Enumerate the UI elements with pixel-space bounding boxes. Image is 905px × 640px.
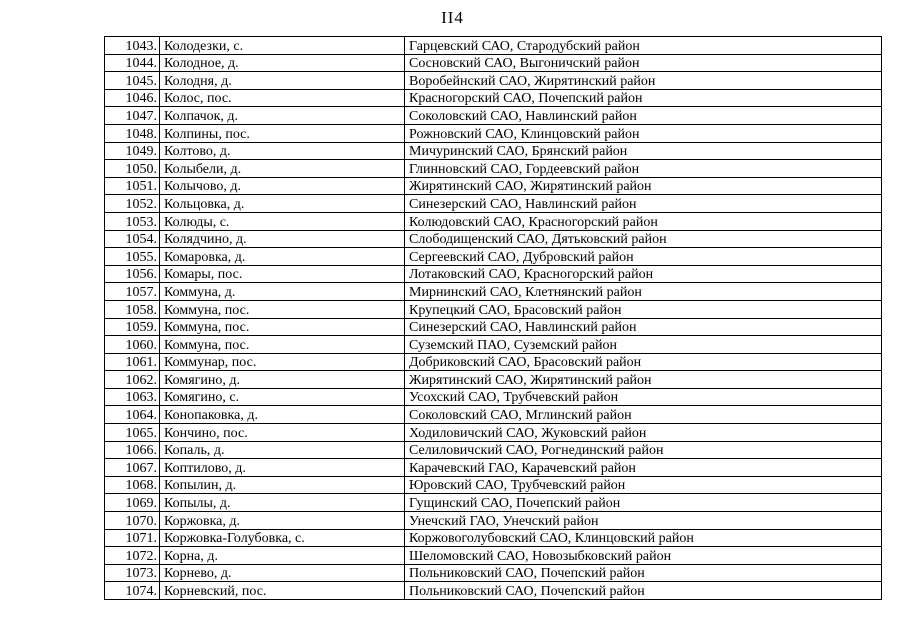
table-row (105, 160, 882, 178)
settlement-name: Колядчино, д. (160, 230, 405, 248)
page-number: II4 (441, 8, 464, 27)
row-number: 1056. (105, 265, 160, 283)
row-number: 1048. (105, 124, 160, 142)
table-row (105, 406, 882, 424)
settlement-name: Колпины, пос. (160, 124, 405, 142)
table-row (105, 195, 882, 213)
table-row (105, 441, 882, 459)
table-row (105, 230, 882, 248)
row-number: 1059. (105, 318, 160, 336)
row-number: 1071. (105, 529, 160, 547)
table-row (105, 564, 882, 582)
row-number: 1074. (105, 582, 160, 600)
row-number: 1065. (105, 424, 160, 442)
table-row (105, 177, 882, 195)
settlement-name: Колодня, д. (160, 72, 405, 90)
settlement-name: Корна, д. (160, 547, 405, 565)
settlement-name: Коптилово, д. (160, 459, 405, 477)
table-row (105, 142, 882, 160)
settlement-name: Колодезки, с. (160, 37, 405, 55)
administrative-area: Колюдовский САО, Красногорский район (405, 212, 882, 230)
row-number: 1054. (105, 230, 160, 248)
row-number: 1072. (105, 547, 160, 565)
administrative-area: Суземский ПАО, Суземский район (405, 336, 882, 354)
row-number: 1070. (105, 512, 160, 530)
settlement-name: Коммуна, пос. (160, 318, 405, 336)
row-number: 1073. (105, 564, 160, 582)
settlement-name: Колюды, с. (160, 212, 405, 230)
settlement-name: Коммуна, д. (160, 283, 405, 301)
table-row (105, 371, 882, 389)
settlement-name: Копаль, д. (160, 441, 405, 459)
table-row (105, 54, 882, 72)
administrative-area: Мичуринский САО, Брянский район (405, 142, 882, 160)
administrative-area: Ходиловичский САО, Жуковский район (405, 424, 882, 442)
administrative-area: Шеломовский САО, Новозыбковский район (405, 547, 882, 565)
table-row (105, 300, 882, 318)
administrative-area: Соколовский САО, Навлинский район (405, 107, 882, 125)
row-number: 1057. (105, 283, 160, 301)
table-row (105, 476, 882, 494)
table-row (105, 353, 882, 371)
row-number: 1067. (105, 459, 160, 477)
settlement-name: Коммунар, пос. (160, 353, 405, 371)
settlement-name: Корневский, пос. (160, 582, 405, 600)
settlement-name: Копылы, д. (160, 494, 405, 512)
table-row (105, 388, 882, 406)
settlement-name: Коржовка-Голубовка, с. (160, 529, 405, 547)
administrative-area: Жирятинский САО, Жирятинский район (405, 371, 882, 389)
settlement-name: Колтово, д. (160, 142, 405, 160)
administrative-area: Мирнинский САО, Клетнянский район (405, 283, 882, 301)
administrative-area: Синезерский САО, Навлинский район (405, 318, 882, 336)
row-number: 1066. (105, 441, 160, 459)
administrative-area: Лотаковский САО, Красногорский район (405, 265, 882, 283)
settlement-name: Колодное, д. (160, 54, 405, 72)
administrative-area: Добриковский САО, Брасовский район (405, 353, 882, 371)
table-row (105, 107, 882, 125)
settlement-name: Колычово, д. (160, 177, 405, 195)
table-row (105, 89, 882, 107)
table-row (105, 248, 882, 266)
settlement-name: Колыбели, д. (160, 160, 405, 178)
administrative-area: Карачевский ГАО, Карачевский район (405, 459, 882, 477)
table-row (105, 459, 882, 477)
table-row (105, 547, 882, 565)
table-row (105, 318, 882, 336)
table-row (105, 37, 882, 55)
settlement-name: Коммуна, пос. (160, 336, 405, 354)
row-number: 1060. (105, 336, 160, 354)
administrative-area: Польниковский САО, Почепский район (405, 582, 882, 600)
administrative-area: Сосновский САО, Выгоничский район (405, 54, 882, 72)
row-number: 1058. (105, 300, 160, 318)
administrative-area: Слободищенский САО, Дятьковский район (405, 230, 882, 248)
administrative-area: Синезерский САО, Навлинский район (405, 195, 882, 213)
administrative-area: Коржовоголубовский САО, Клинцовский район (405, 529, 882, 547)
settlement-name: Комары, пос. (160, 265, 405, 283)
administrative-area: Польниковский САО, Почепский район (405, 564, 882, 582)
table-row (105, 424, 882, 442)
row-number: 1069. (105, 494, 160, 512)
table-row (105, 283, 882, 301)
table-row (105, 512, 882, 530)
administrative-area: Селиловичский САО, Рогнединский район (405, 441, 882, 459)
table-row (105, 124, 882, 142)
settlement-name: Комягино, с. (160, 388, 405, 406)
row-number: 1052. (105, 195, 160, 213)
administrative-area: Гущинский САО, Почепский район (405, 494, 882, 512)
administrative-area: Гарцевский САО, Стародубский район (405, 37, 882, 55)
row-number: 1044. (105, 54, 160, 72)
settlement-name: Коммуна, пос. (160, 300, 405, 318)
row-number: 1063. (105, 388, 160, 406)
row-number: 1047. (105, 107, 160, 125)
administrative-area: Рожновский САО, Клинцовский район (405, 124, 882, 142)
table-row (105, 265, 882, 283)
administrative-area: Юровский САО, Трубчевский район (405, 476, 882, 494)
row-number: 1053. (105, 212, 160, 230)
settlement-name: Корнево, д. (160, 564, 405, 582)
administrative-area: Унечский ГАО, Унечский район (405, 512, 882, 530)
row-number: 1062. (105, 371, 160, 389)
settlement-name: Комягино, д. (160, 371, 405, 389)
settlement-name: Конопаковка, д. (160, 406, 405, 424)
settlement-name: Колос, пос. (160, 89, 405, 107)
settlement-name: Комаровка, д. (160, 248, 405, 266)
settlement-name: Копылин, д. (160, 476, 405, 494)
administrative-area: Красногорский САО, Почепский район (405, 89, 882, 107)
table-row (105, 72, 882, 90)
row-number: 1061. (105, 353, 160, 371)
table-row (105, 494, 882, 512)
administrative-area: Сергеевский САО, Дубровский район (405, 248, 882, 266)
row-number: 1055. (105, 248, 160, 266)
table-body (105, 37, 882, 600)
table-row (105, 529, 882, 547)
row-number: 1043. (105, 37, 160, 55)
administrative-area: Усохский САО, Трубчевский район (405, 388, 882, 406)
table-row (105, 582, 882, 600)
row-number: 1046. (105, 89, 160, 107)
table-row (105, 212, 882, 230)
row-number: 1045. (105, 72, 160, 90)
settlement-name: Коржовка, д. (160, 512, 405, 530)
administrative-area: Глинновский САО, Гордеевский район (405, 160, 882, 178)
settlement-name: Кончино, пос. (160, 424, 405, 442)
row-number: 1068. (105, 476, 160, 494)
settlement-name: Колпачок, д. (160, 107, 405, 125)
row-number: 1049. (105, 142, 160, 160)
row-number: 1064. (105, 406, 160, 424)
settlement-name: Кольцовка, д. (160, 195, 405, 213)
row-number: 1050. (105, 160, 160, 178)
table-row (105, 336, 882, 354)
row-number: 1051. (105, 177, 160, 195)
administrative-area: Соколовский САО, Мглинский район (405, 406, 882, 424)
administrative-area: Жирятинский САО, Жирятинский район (405, 177, 882, 195)
administrative-area: Крупецкий САО, Брасовский район (405, 300, 882, 318)
administrative-area: Воробейнский САО, Жирятинский район (405, 72, 882, 90)
settlements-table (104, 36, 882, 600)
